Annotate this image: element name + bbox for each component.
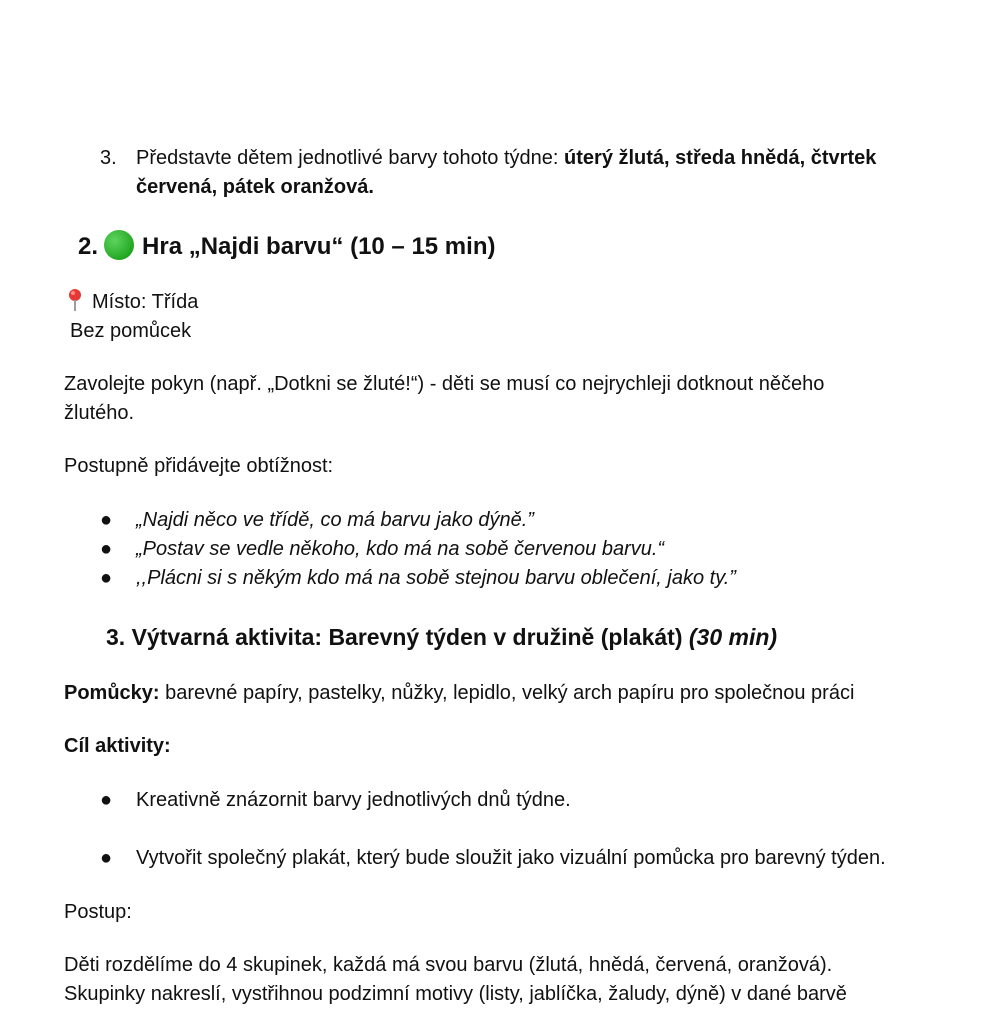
- bullet-dot: ●: [100, 847, 113, 869]
- difficulty-bullet-1: „Najdi něco ve třídě, co má barvu jako dýně.”: [136, 509, 534, 531]
- difficulty-bullet-2: „Postav se vedle někoho, kdo má na sobě červenou barvu.“: [136, 538, 665, 560]
- section-3-tools: [64, 679, 854, 707]
- bullet-dot: ●: [100, 509, 113, 531]
- section-3-duration: (30 min): [688, 624, 778, 650]
- list-number: 3.: [100, 147, 117, 169]
- location-line: [66, 288, 198, 316]
- section-3-heading: [106, 622, 777, 652]
- section-2-title: Hra „Najdi barvu“ (10 – 15 min): [142, 233, 496, 260]
- list-item-3-bold-days: úterý žlutá, středa hnědá, čtvrtek: [564, 147, 877, 169]
- tools-line: Bez pomůcek: [70, 320, 192, 342]
- list-item-3: [100, 144, 117, 172]
- tools-label: Pomůcky:: [64, 682, 160, 704]
- procedure-line-2: Skupinky nakreslí, vystřihnou podzimní motivy (listy, jablíčka, žaludy, dýně) v dané barvě: [64, 983, 847, 1005]
- list-item-3-text: [136, 144, 876, 172]
- difficulty-label: Postupně přidávejte obtížnost:: [64, 455, 334, 477]
- instruction-line-2: žlutého.: [64, 402, 135, 424]
- bullet-dot: ●: [100, 538, 113, 560]
- difficulty-bullet-3: ,,Plácni si s někým kdo má na sobě stejnou barvu oblečení, jako ty.”: [136, 567, 736, 589]
- goal-label: Cíl aktivity:: [64, 735, 171, 757]
- goal-bullet-2: Vytvořit společný plakát, který bude sloužit jako vizuální pomůcka pro barevný týden.: [136, 847, 886, 869]
- section-2-number: 2.: [78, 233, 99, 260]
- goal-bullet-1: Kreativně znázornit barvy jednotlivých dnů týdne.: [136, 789, 571, 811]
- bullet-dot: ●: [100, 567, 113, 589]
- list-item-3-text-line2: červená, pátek oranžová.: [136, 176, 374, 198]
- list-item-3-intro: Představte dětem jednotlivé barvy tohoto týdne:: [136, 147, 565, 169]
- location-text: Místo: Třída: [92, 291, 199, 313]
- section-3-title: 3. Výtvarná aktivita: Barevný týden v družině (plakát): [106, 624, 689, 650]
- section-2-heading: [78, 230, 495, 262]
- green-circle-icon: [104, 230, 134, 260]
- instruction-line-1: Zavolejte pokyn (např. „Dotkni se žluté!“) - děti se musí co nejrychleji dotknout něčeho: [64, 373, 825, 395]
- bullet-dot: ●: [100, 789, 113, 811]
- map-pin-icon: [66, 288, 84, 312]
- tools-text: barevné papíry, pastelky, nůžky, lepidlo, velký arch papíru pro společnou práci: [159, 682, 855, 704]
- procedure-label: Postup:: [64, 901, 132, 923]
- procedure-line-1: Děti rozdělíme do 4 skupinek, každá má svou barvu (žlutá, hnědá, červená, oranžová).: [64, 954, 833, 976]
